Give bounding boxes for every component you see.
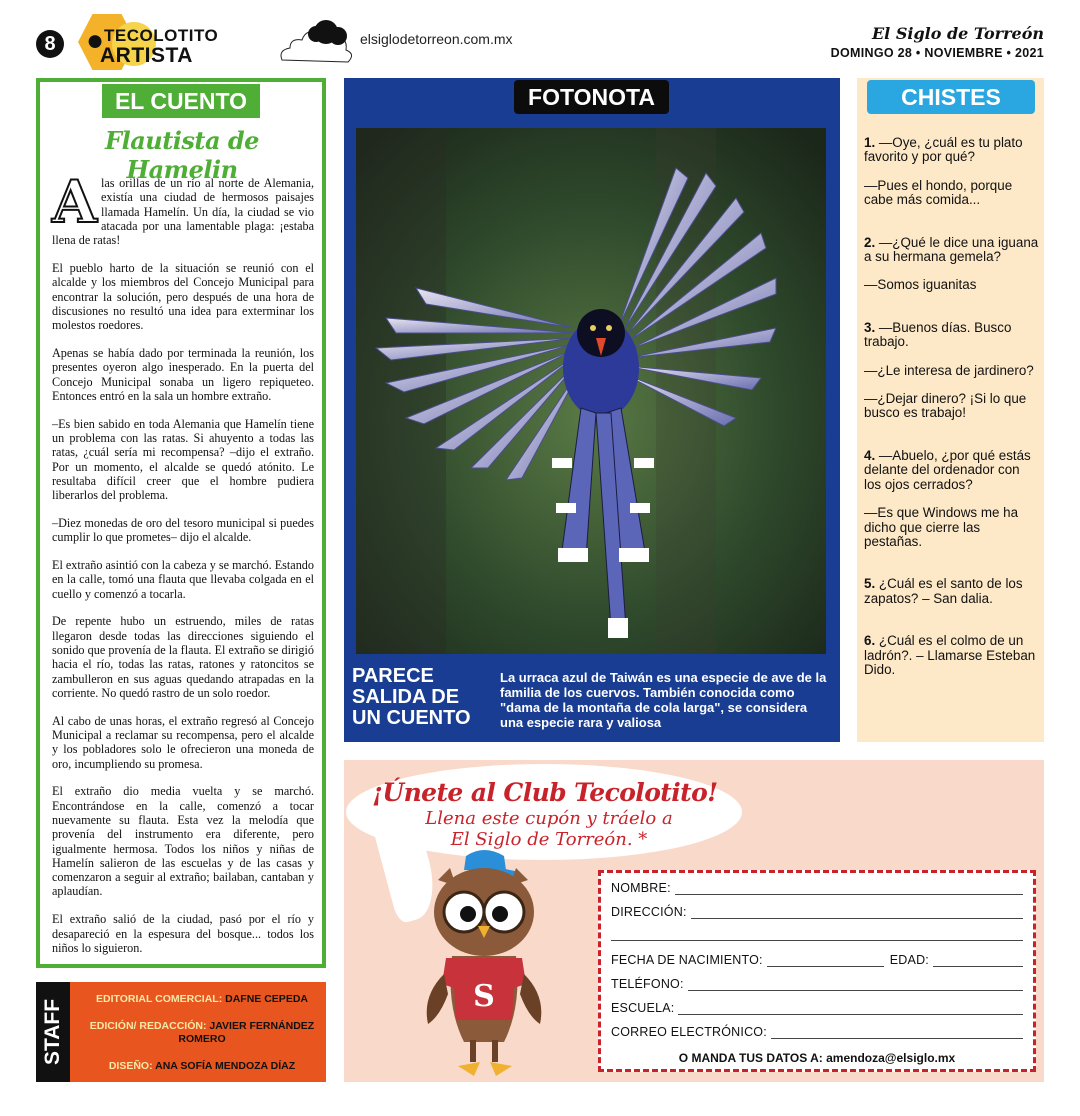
school-line[interactable] (678, 1003, 1023, 1015)
fotonota-headline: PARECE SALIDA DE UN CUENTO (352, 665, 471, 729)
owl-mascot-icon (416, 846, 546, 1082)
staff-credit: EDITORIAL COMERCIAL: DAFNE CEPEDA (96, 993, 308, 1005)
birthdate-line[interactable] (767, 955, 884, 967)
story-paragraph: –Es bien sabido en toda Alemania que Hamelín tiene un problema con las ratas. Si ahuyento a todas las ratas, ¿cuál sería mi recompensa? –dijo el extraño. Por un momento, el alcalde se quedó atónito. Le resultaba difícil creer que el hombre pudiera liberarlos del problema. (52, 416, 314, 503)
story-paragraph: Apenas se había dado por terminada la reunión, los presentes oyeron algo inesperado. En la puerta del Concejo Municipal sonaba un ligero repiqueteo. Entonces entró en la sala un hombre extraño. (52, 345, 314, 403)
birthdate-age-field[interactable]: FECHA DE NACIMIENTO: EDAD: (611, 953, 1023, 967)
jokes-section (857, 78, 1044, 742)
email-field[interactable]: CORREO ELECTRÓNICO: (611, 1025, 1023, 1039)
drop-cap: A (52, 168, 98, 236)
story-paragraph: Alas orillas de un río al norte de Alemania, existía una ciudad de hermosos paisajes llamada Hamelín. Un día, la ciudad se vio atacada por una lamentable plaga: ¡estaba llena de ratas! (52, 168, 314, 248)
logo-text-top: TECOLOTITO (104, 26, 219, 45)
story-section-tab: EL CUENTO (102, 84, 260, 118)
story-paragraph: El extraño dio media vuelta y se marchó. Encontrándose en la calle, comenzó a tocar nuevamente su flauta. Esta vez la melodía que provenía del instrumento era diferente, pero igualmente hermosa. Todos los niños y niñas de Hamelín salieron de las escuelas y de las casas y comenzaron a seguir al extraño; bailaban, cantaban y aplaudían. (52, 784, 314, 899)
fotonota-section (344, 78, 840, 742)
joke-item: 2. —¿Qué le dice una iguana a su hermana gemela? —Somos iguanitas (864, 234, 1039, 293)
story-paragraph: El pueblo harto de la situación se reunió con el alcalde y los miembros del Concejo Municipal para encontrar la solución, pero después de una hora de discusiones no resultó una idea para exterminar los molestos roedores. (52, 260, 314, 333)
address-line[interactable] (691, 907, 1023, 919)
staff-credit: EDICIÓN/ REDACCIÓN: JAVIER FERNÁNDEZ ROMERO (89, 1020, 315, 1045)
page-number: 8 (36, 30, 64, 58)
name-field[interactable]: NOMBRE: (611, 881, 1023, 895)
joke-item: 6. ¿Cuál es el colmo de un ladrón?. – Llamarse Esteban Dido. (864, 633, 1036, 677)
site-url[interactable]: elsiglodetorreon.com.mx (360, 31, 513, 47)
school-field[interactable]: ESCUELA: (611, 1001, 1023, 1015)
joke-item: 1. —Oye, ¿cuál es tu plato favorito y por qué? —Pues el hondo, porque cabe más comida... (864, 135, 1023, 208)
membership-coupon (598, 870, 1036, 1072)
issue-date: DOMINGO 28 • NOVIEMBRE • 2021 (830, 46, 1044, 60)
story-paragraph: De repente hubo un estruendo, miles de ratas llegaron desde todas las direcciones siguiendo el sonido que provenía de la flauta. El extraño se dirigió hacia el río, todas las ratas, ratones y ratoncitos se zambulleron en sus aguas quedando atrapadas en la corriente. No quedó rastro de un solo roedor. (52, 614, 314, 700)
story-paragraph: El extraño asintió con la cabeza y se marchó. Estando en la calle, tomó una flauta que llevaba colgada en el cuello y comenzó a tocarla. (52, 558, 314, 601)
joke-item: 3. —Buenos días. Busco trabajo. —¿Le interesa de jardinero? —¿Dejar dinero? ¡Si lo que busco es trabajo! (864, 319, 1034, 421)
blue-magpie-illustration (356, 128, 826, 654)
jokes-list (864, 136, 1040, 691)
coupon-contact: O MANDA TUS DATOS A: amendoza@elsiglo.mx (678, 1051, 956, 1065)
page-header (0, 0, 1080, 76)
club-section: ¡Únete al Club Tecolotito! Llena este cupón y tráelo a El Siglo de Torreón. * S NOMBRE: DIRECCIÓN: FECHA DE NACIMIENTO: EDAD: TELÉFONO: ESCUELA: CORREO ELECTRÓNICO: O MANDA TUS DATOS A: amendoza@elsiglo.mx (344, 760, 1044, 1082)
story-section (36, 78, 326, 968)
address-line-2[interactable] (611, 929, 1023, 941)
logo-text-bottom: ARTISTA (100, 44, 193, 67)
phone-field[interactable]: TELÉFONO: (611, 977, 1023, 991)
club-subtitle: Llena este cupón y tráelo a El Siglo de Torreón. * (425, 808, 673, 850)
story-body (52, 168, 314, 969)
joke-item: 4. —Abuelo, ¿por qué estás delante del ordenador con los ojos cerrados? —Es que Windows me ha dicho que cierre las pestañas. (864, 447, 1031, 549)
email-line[interactable] (771, 1027, 1023, 1039)
jokes-tab: CHISTES (867, 80, 1035, 114)
phone-line[interactable] (688, 979, 1023, 991)
address-field[interactable]: DIRECCIÓN: (611, 905, 1023, 919)
fotonota-caption: La urraca azul de Taiwán es una especie de ave de la familia de los cuervos. También conocida como "dama de la montaña de cola larga", se considera una especie rara y valiosa (500, 670, 827, 730)
story-paragraph: –Diez monedas de oro del tesoro municipal si puedes cumplir lo que prometes– dijo el alcalde. (52, 515, 314, 545)
magpie-photo (356, 128, 826, 654)
cloud-icon (276, 18, 358, 70)
name-line[interactable] (675, 883, 1023, 895)
story-title: Flautista de Hamelin (105, 126, 259, 184)
newspaper-masthead: El Siglo de Torreón (871, 24, 1044, 43)
story-paragraph: El extraño salió de la ciudad, pasó por el río y desapareció en la espesura del bosque... todos los niños lo siguieron. (52, 912, 314, 955)
staff-credit: DISEÑO: ANA SOFÍA MENDOZA DÍAZ (108, 1060, 296, 1072)
fotonota-tab: FOTONOTA (514, 80, 669, 114)
staff-tag: STAFF (36, 982, 70, 1082)
svg-text:S: S (473, 979, 495, 1014)
staff-box (36, 982, 326, 1082)
story-paragraph: Al cabo de unas horas, el extraño regresó al Concejo Municipal a reclamar su recompensa, pero el alcalde y los pobladores solo le ofrecieron una moneda de oro, incumpliendo su promesa. (52, 713, 314, 771)
age-line[interactable] (933, 955, 1023, 967)
owl-silhouette-icon: ● (86, 24, 105, 57)
address-field-extra[interactable] (611, 929, 1023, 941)
joke-item: 5. ¿Cuál es el santo de los zapatos? – San dalia. (864, 576, 1023, 606)
